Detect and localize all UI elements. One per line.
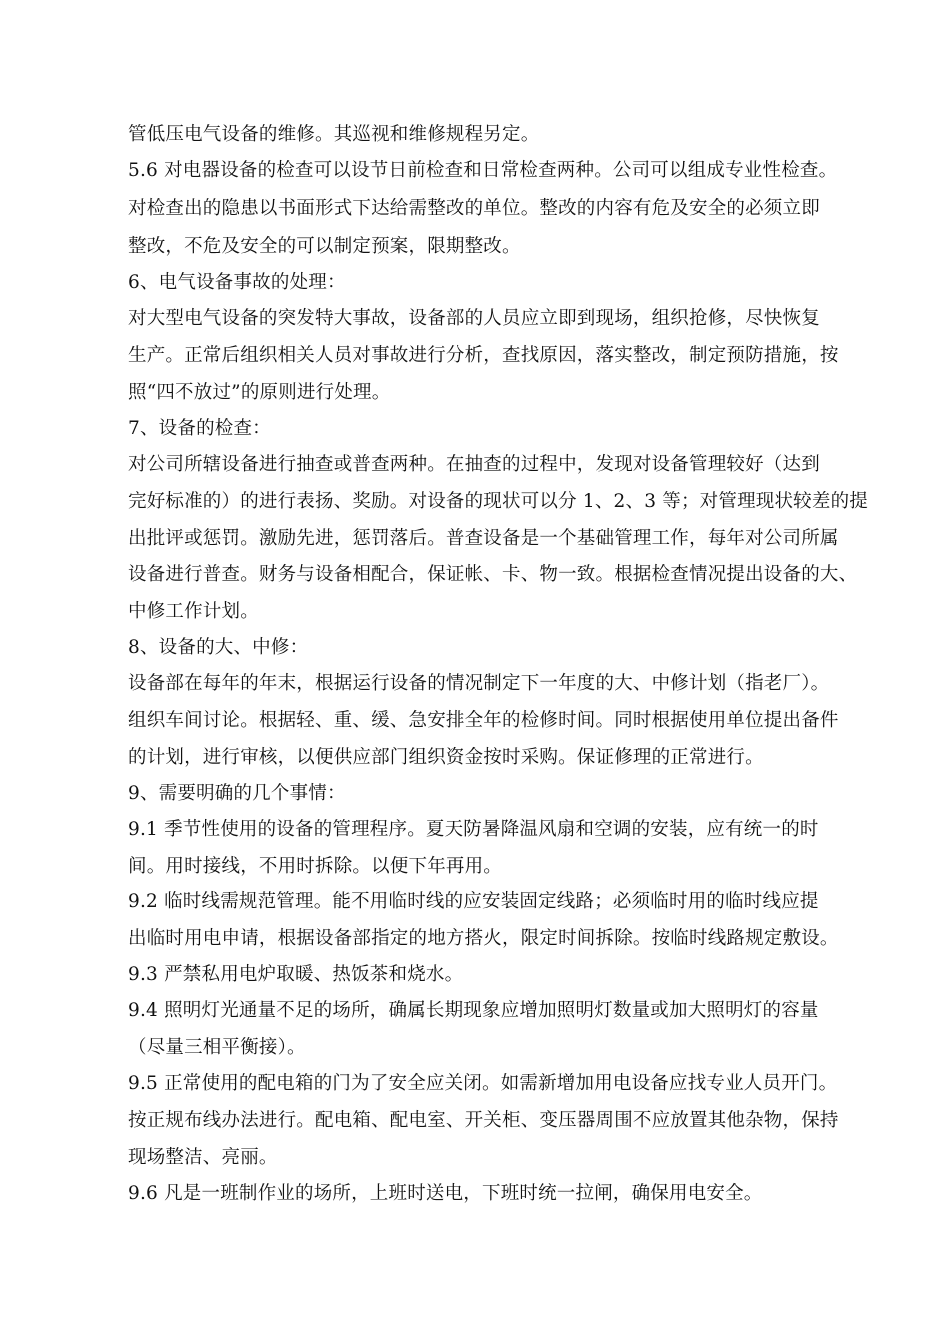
text-line: 设备部在每年的年末，根据运行设备的情况制定下一年度的大、中修计划（指老厂）。: [128, 673, 830, 694]
section-heading: 6、电气设备事故的处理：: [128, 272, 346, 293]
section-heading: 8、设备的大、中修：: [128, 637, 309, 658]
text-line: 出临时用电申请，根据设备部指定的地方搭火，限定时间拆除。按临时线路规定敷设。: [128, 928, 839, 949]
text-line: 9.2 临时线需规范管理。能不用临时线的应安装固定线路；必须临时用的临时线应提: [128, 891, 819, 912]
text-line: 完好标准的）的进行表扬、奖励。对设备的现状可以分 1、2、3 等；对管理现状较差的提: [128, 491, 868, 512]
text-line: 现场整洁、亮丽。: [128, 1147, 278, 1168]
text-line: 间。用时接线，不用时拆除。以便下年再用。: [128, 856, 503, 877]
text-line: 管低压电气设备的维修。其巡视和维修规程另定。: [128, 124, 540, 145]
text-line: （尽量三相平衡接）。: [128, 1037, 306, 1058]
text-line: 9.6 凡是一班制作业的场所，上班时送电，下班时统一拉闸，确保用电安全。: [128, 1183, 763, 1204]
text-line: 对检查出的隐患以书面形式下达给需整改的单位。整改的内容有危及安全的必须立即: [128, 198, 820, 219]
text-line: 整改，不危及安全的可以制定预案，限期整改。: [128, 236, 521, 257]
text-line: 9.5 正常使用的配电箱的门为了安全应关闭。如需新增加用电设备应找专业人员开门。: [128, 1073, 838, 1094]
text-line: 对大型电气设备的突发特大事故，设备部的人员应立即到现场，组织抢修，尽快恢复: [128, 308, 820, 329]
text-line: 照“四不放过”的原则进行处理。: [128, 382, 391, 403]
section-heading: 9、需要明确的几个事情：: [128, 783, 346, 804]
text-line: 9.3 严禁私用电炉取暖、热饭茶和烧水。: [128, 964, 464, 985]
section-heading: 7、设备的检查：: [128, 418, 271, 439]
text-line: 按正规布线办法进行。配电箱、配电室、开关柜、变压器周围不应放置其他杂物，保持: [128, 1110, 839, 1131]
text-line: 的计划，进行审核，以便供应部门组织资金按时采购。保证修理的正常进行。: [128, 747, 764, 768]
text-line: 出批评或惩罚。激励先进，惩罚落后。普查设备是一个基础管理工作，每年对公司所属: [128, 528, 839, 549]
text-line: 组织车间讨论。根据轻、重、缓、急安排全年的检修时间。同时根据使用单位提出备件: [128, 710, 839, 731]
text-line: 5.6 对电器设备的检查可以设节日前检查和日常检查两种。公司可以组成专业性检查。: [128, 160, 838, 181]
text-line: 9.4 照明灯光通量不足的场所，确属长期现象应增加照明灯数量或加大照明灯的容量: [128, 1000, 819, 1021]
text-line: 对公司所辖设备进行抽查或普查两种。在抽查的过程中，发现对设备管理较好（达到: [128, 454, 820, 475]
text-line: 9.1 季节性使用的设备的管理程序。夏天防暑降温风扇和空调的安装，应有统一的时: [128, 819, 819, 840]
text-line: 生产。正常后组织相关人员对事故进行分析，查找原因，落实整改，制定预防措施，按: [128, 345, 839, 366]
text-line: 中修工作计划。: [128, 601, 259, 622]
text-line: 设备进行普查。财务与设备相配合，保证帐、卡、物一致。根据检查情况提出设备的大、: [128, 564, 858, 585]
